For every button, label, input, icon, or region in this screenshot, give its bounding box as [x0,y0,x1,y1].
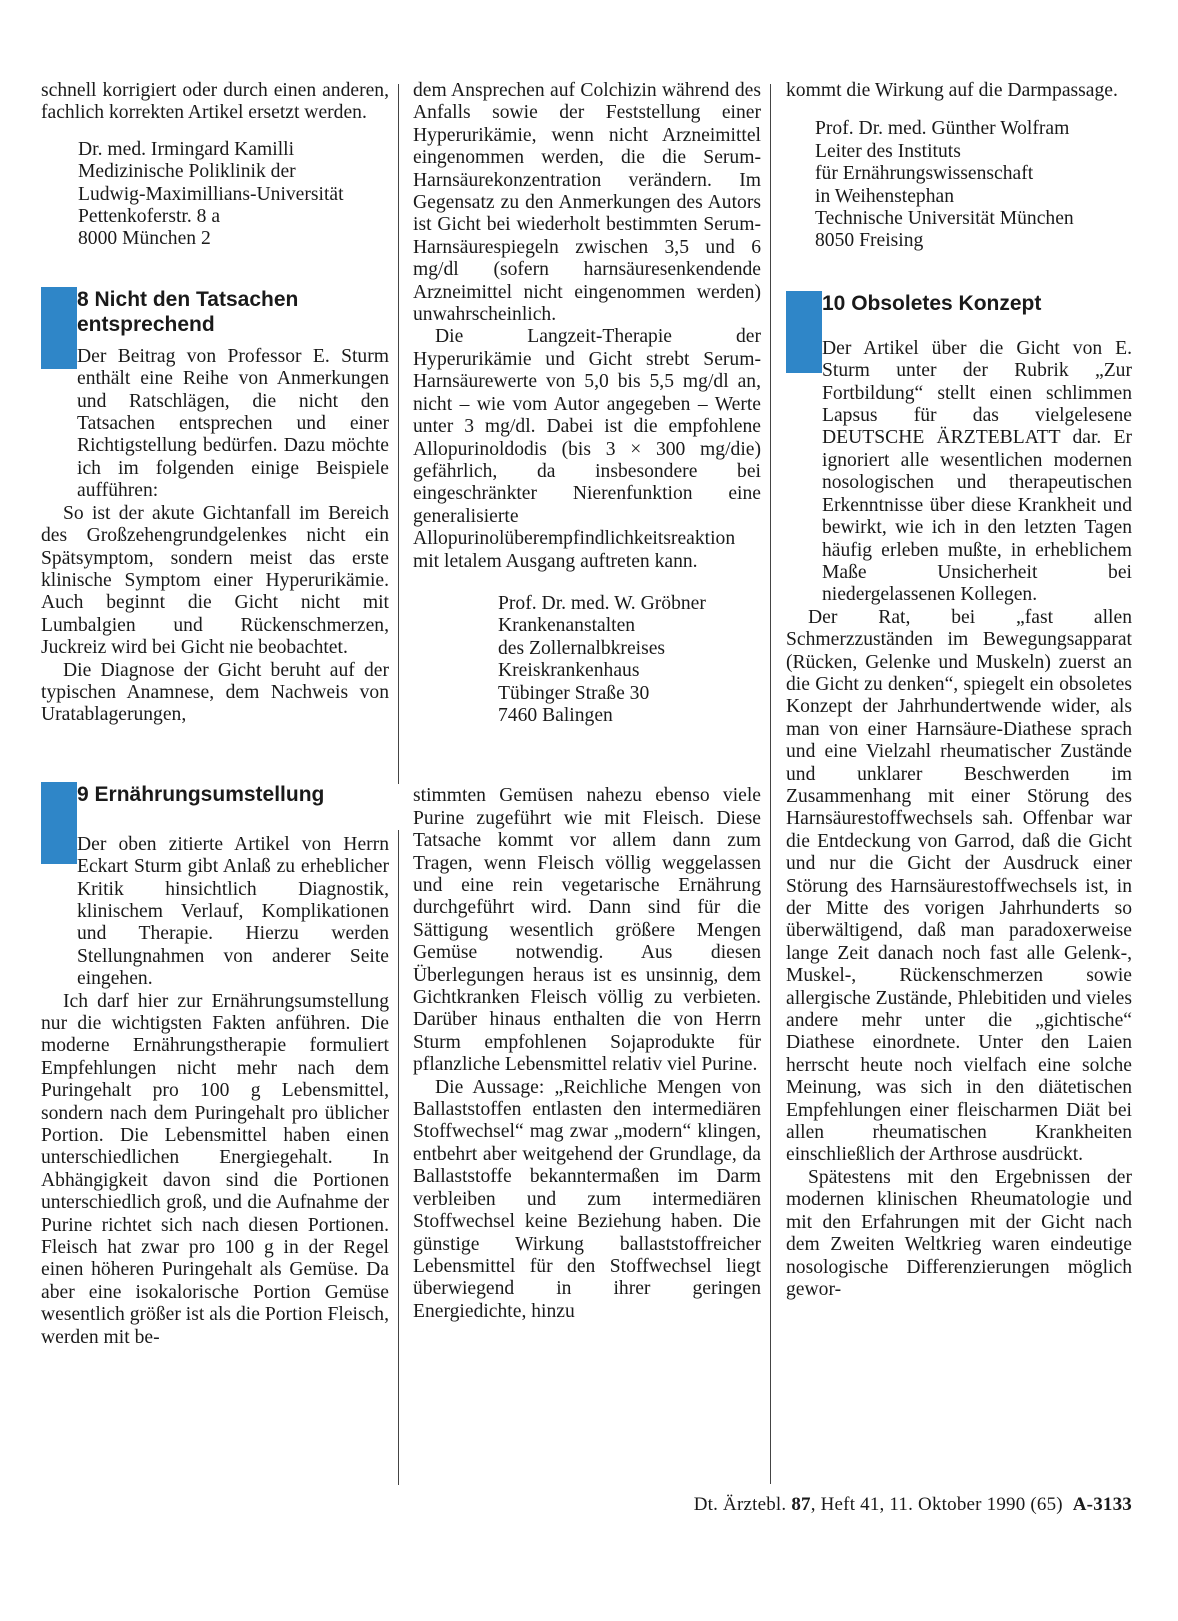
paragraph: stimmten Gemüsen nahezu ebenso viele Purine zugeführt wie mit Fleisch. Diese Tatsache kommt vor allem dann zum Tragen, wenn Fleisch völlig weggelassen und eine rein vegetarische Ernährung durchgeführt wird. Dann sind für die Sättigung wesentlich größere Mengen Gemüse notwendig. Aus diesen Überlegungen heraus ist es unsinnig, dem Gichtkranken Fleisch völlig zu verbieten. Darüber hinaus enthalten die von Herrn Sturm empfohlenen Sojaprodukte für pflanzliche Lebensmittel relativ viel Purine. [413,785,761,1076]
paragraph: So ist der akute Gichtanfall im Bereich des Großzehengrundgelenkes nicht ein Spätsymptom, sondern meist das erste klinische Symptom einer Hyperurikämie. Auch beginnt die Gicht nicht mit Lumbalgien und Rückenschmerzen, Juckreiz wird bei Gicht nie beobachtet. [41,502,389,659]
paragraph: Der Beitrag von Professor E. Sturm enthält eine Reihe von Anmerkungen und Ratschlägen, die nicht den Tatsachen entsprechen und einer Richtigstellung bedürfen. Dazu möchte ich im folgenden einige Beispiele aufführen: [77,345,389,502]
paragraph: Der oben zitierte Artikel von Herrn Eckart Sturm gibt Anlaß zu erheblicher Kritik hinsichtlich Diagnostik, klinischem Verlauf, Komplikationen und Therapie. Hierzu werden Stellungnahmen von anderer Seite eingehen. [77,833,389,990]
volume-number: 87 [791,1494,811,1515]
column-3 [786,80,1132,1301]
issue-info: , Heft 41, 11. Oktober 1990 (65) [810,1494,1063,1515]
journal-name: Dt. Ärztebl. [693,1494,787,1515]
paragraph: dem Ansprechen auf Colchizin während des Anfalls sowie der Feststellung einer Hyperurikämie, wenn nicht Arzneimittel eingenommen werden, die die Serum-Harnsäurekonzentration verändern. Im Gegensatz zu den Anmerkungen des Autors ist Gicht bei wiederholt bestimmten Serum-Harnsäurespiegeln zwischen 3,5 und 6 mg/dl (sofern harnsäuresenkendende Arzneimittel nicht eingenommen werden) unwahrscheinlich. [413,80,761,326]
paragraph: Spätestens mit den Ergebnissen der modernen klinischen Rheumatologie und mit den Erfahrungen mit der Gicht nach dem Zweiten Weltkrieg waren eindeutige nosologische Differenzierungen möglich gewor- [786,1166,1132,1300]
section-heading-9: 9 Ernährungsumstellung [41,782,389,807]
column-rule [398,830,399,1485]
paragraph: Der Rat, bei „fast allen Schmerzzuständen im Bewegungsapparat (Rücken, Gelenke und Muskeln) zuerst an die Gicht zu denken“, spiegelt ein obsoletes Konzept der Jahrhundertwende wider, als man von einer Harnsäure-Diathese sprach und eine Vielzahl rheumatischer Zustände und unklarer Beschwerden im Zusammenhang mit einer Störung des Harnsäurestoffwechsels sah. Offenbar war die Entdeckung von Garrod, daß die Gicht und nur die Gicht der Ausdruck einer Störung des Harnsäurestoffwechsels ist, in der Mitte des vorigen Jahrhunderts so überwältigend, daß man paradoxerweise lange Zeit danach noch fast alle Gelenk-, Muskel-, Rückenschmerzen sowie allergische Zustände, Phlebitiden und vieles andere mehr unter die „gichtische“ Diathese einordnete. Unter den Laien herrscht heute noch vielfach eine solche Meinung, was sich in den diätetischen Empfehlungen einer fleischarmen Diät bei allen rheumatischen Krankheiten einschließlich der Arthrose ausdrückt. [786,606,1132,1166]
author-address: Dr. med. Irmingard Kamilli Medizinische Poliklinik der Ludwig-Maximillians-Universität Pettenkoferstr. 8 a 8000 München 2 [78,138,344,250]
paragraph: Der Artikel über die Gicht von E. Sturm unter der Rubrik „Zur Fortbildung“ stellt einen schlimmen Lapsus für das vielgelesene DEUTSCHE ÄRZTEBLATT dar. Er ignoriert alle wesentlichen modernen nosologischen und therapeutischen Erkenntnisse über diese Krankheit und bewirkt, wie ich in den letzten Tagen häufig erleben mußte, in erheblichem Maße Unsicherheit bei niedergelassenen Kollegen. [822,337,1132,606]
section-heading-10: 10 Obsoletes Konzept [786,291,1132,316]
author-address: Prof. Dr. med. Günther Wolfram Leiter des Instituts für Ernährungswissenschaft in Weihenstephan Technische Universität München 8050 Freising [815,118,1074,252]
page-footer [694,1494,1132,1516]
paragraph: schnell korrigiert oder durch einen anderen, fachlich korrekten Artikel ersetzt werden. [41,80,389,124]
page-number: A-3133 [1072,1494,1132,1515]
heading-color-bar [786,291,822,373]
paragraph: Die Langzeit-Therapie der Hyperurikämie und Gicht strebt Serum-Harnsäurewerte von 5,0 bis 5,5 mg/dl an, nicht – wie vom Autor angegeben – Werte unter 3 mg/dl. Dabei ist die empfohlene Allopurinoldodis (bis 3 × 300 mg/die) gefährlich, da insbesondere bei eingeschränkter Nierenfunktion eine generalisierte Allopurinolüberempfindlichkeitsreaktion mit letalem Ausgang auftreten kann. [413,326,761,572]
heading-color-bar [41,287,77,369]
column-rule [770,84,771,1484]
section-heading-8: 8 Nicht den Tatsachen entsprechend [41,287,389,337]
column-rule [398,84,399,784]
paragraph: kommt die Wirkung auf die Darmpassage. [786,80,1118,101]
heading-color-bar [41,782,77,864]
paragraph: Die Aussage: „Reichliche Mengen von Ballaststoffen entlasten den intermediären Stoffwechsel“ mag zwar „modern“ klingen, entbehrt aber weitgehend der Grundlage, da Ballaststoffe bekanntermaßen im Darm verbleiben und zum intermediären Stoffwechsel keine Beziehung haben. Die günstige Wirkung ballaststoffreicher Lebensmittel für den Stoffwechsel liegt überwiegend in ihrer geringen Energiedichte, hinzu [413,1076,761,1322]
paragraph: Die Diagnose der Gicht beruht auf der typischen Anamnese, dem Nachweis von Uratablagerungen, [41,659,389,726]
column-2 [413,80,761,1323]
paragraph: Ich darf hier zur Ernährungsumstellung nur die wichtigsten Fakten anführen. Die moderne Ernährungstherapie formuliert Empfehlungen nicht mehr nach dem Puringehalt pro 100 g Lebensmittel, sondern nach dem Puringehalt pro üblicher Portion. Die Lebensmittel haben einen unterschiedlichen Energiegehalt. In Abhängigkeit davon sind die Portionen unterschiedlich groß, und die Aufnahme der Purine richtet sich nach diesen Portionen. Fleisch hat zwar pro 100 g in der Regel einen höheren Puringehalt als Gemüse. Da aber eine isokalorische Portion Gemüse wesentlich größer ist als die Portion Fleisch, werden mit be- [41,990,389,1348]
author-address: Prof. Dr. med. W. Gröbner Krankenanstalten des Zollernalbkreises Kreiskrankenhaus Tübinger Straße 30 7460 Balingen [498,592,706,726]
column-1 [41,80,389,1349]
